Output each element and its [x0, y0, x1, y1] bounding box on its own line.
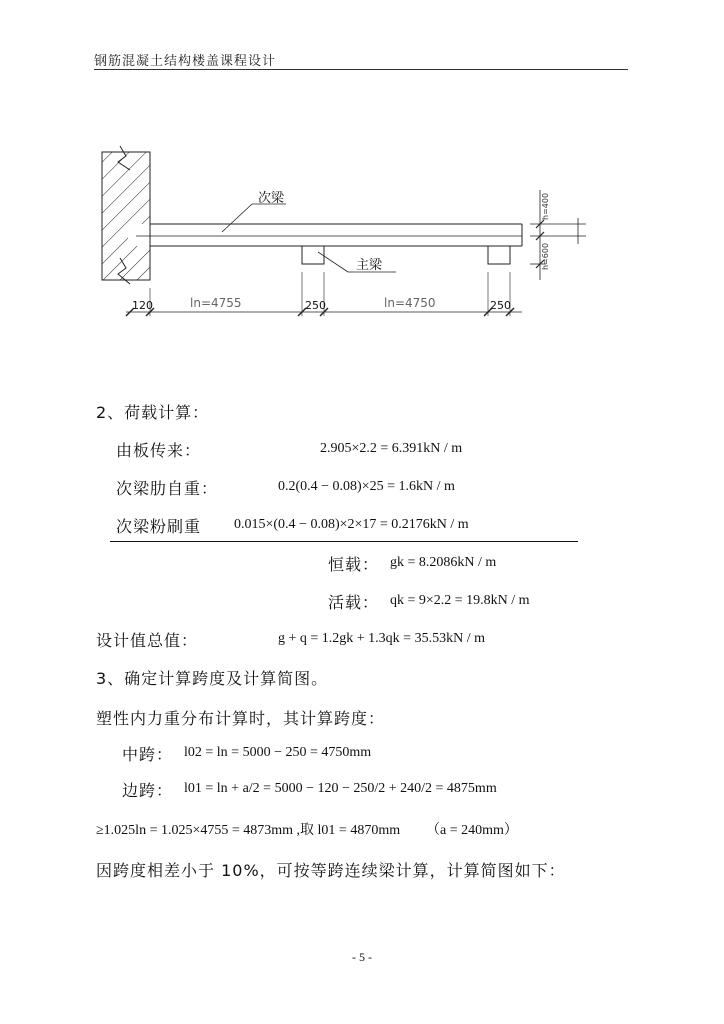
load-row-label-3: 次梁粉刷重 — [116, 517, 202, 536]
span-check-formula: ≥1.025ln = 1.025×4755 = 4873mm ,取 l01 = 4870mm — [96, 823, 401, 838]
main-beam-label: 主梁 — [356, 258, 383, 273]
dim-ln-4750-label: ln=4750 — [384, 296, 436, 310]
section3-intro: 塑性内力重分布计算时，其计算跨度： — [96, 709, 386, 728]
wall-support — [102, 146, 152, 284]
load-row-formula-1: 2.905×2.2 = 6.391kN / m — [320, 441, 463, 456]
secondary-beam-label: 次梁 — [258, 191, 285, 206]
main-beam-outline — [150, 224, 522, 264]
section3-heading: 3、确定计算跨度及计算简图。 — [96, 669, 329, 688]
dim-250-label-a: 250 — [305, 299, 326, 312]
dead-load-label: 恒载： — [328, 555, 380, 574]
load-row-label-2: 次梁肋自重： — [116, 479, 219, 498]
design-value-formula: g + q = 1.2gk + 1.3qk = 35.53kN / m — [278, 631, 485, 646]
live-load-formula: qk = 9×2.2 = 19.8kN / m — [390, 593, 530, 608]
a-value-note: （a = 240mm） — [426, 823, 518, 838]
side-span-formula: l01 = ln + a/2 = 5000 − 120 − 250/2 + 240/2 = 4875mm — [184, 781, 497, 796]
mid-span-formula: l02 = ln = 5000 − 250 = 4750mm — [184, 745, 372, 760]
side-span-label: 边跨： — [122, 781, 174, 800]
dim-120-label: 120 — [132, 299, 153, 312]
span-dimensions — [126, 272, 522, 316]
secondary-beam — [136, 224, 522, 246]
document-header-title: 钢筋混凝土结构楼盖课程设计 — [94, 54, 277, 69]
header-rule — [94, 69, 628, 70]
dim-250-label-b: 250 — [490, 299, 511, 312]
load-row-formula-2: 0.2(0.4 − 0.08)×25 = 1.6kN / m — [278, 479, 455, 494]
beam-layout-diagram — [90, 140, 610, 330]
load-row-formula-3: 0.015×(0.4 − 0.08)×2×17 = 0.2176kN / m — [234, 517, 469, 532]
height-dimensions — [530, 190, 586, 280]
mid-span-label: 中跨： — [122, 745, 174, 764]
height-400-label: h=400 — [541, 192, 550, 220]
summation-rule — [110, 541, 578, 542]
load-row-label-1: 由板传来： — [116, 441, 202, 460]
dim-ln-4755-label: ln=4755 — [190, 296, 242, 310]
design-value-label: 设计值总值： — [96, 631, 199, 650]
height-600-label: h=600 — [541, 242, 550, 270]
section2-heading: 2、荷载计算： — [96, 403, 210, 422]
live-load-label: 活载： — [328, 593, 380, 612]
dead-load-formula: gk = 8.2086kN / m — [390, 555, 497, 570]
section3-conclusion: 因跨度相差小于 10%，可按等跨连续梁计算，计算简图如下： — [96, 861, 566, 880]
page-number: - 5 - — [352, 950, 372, 964]
